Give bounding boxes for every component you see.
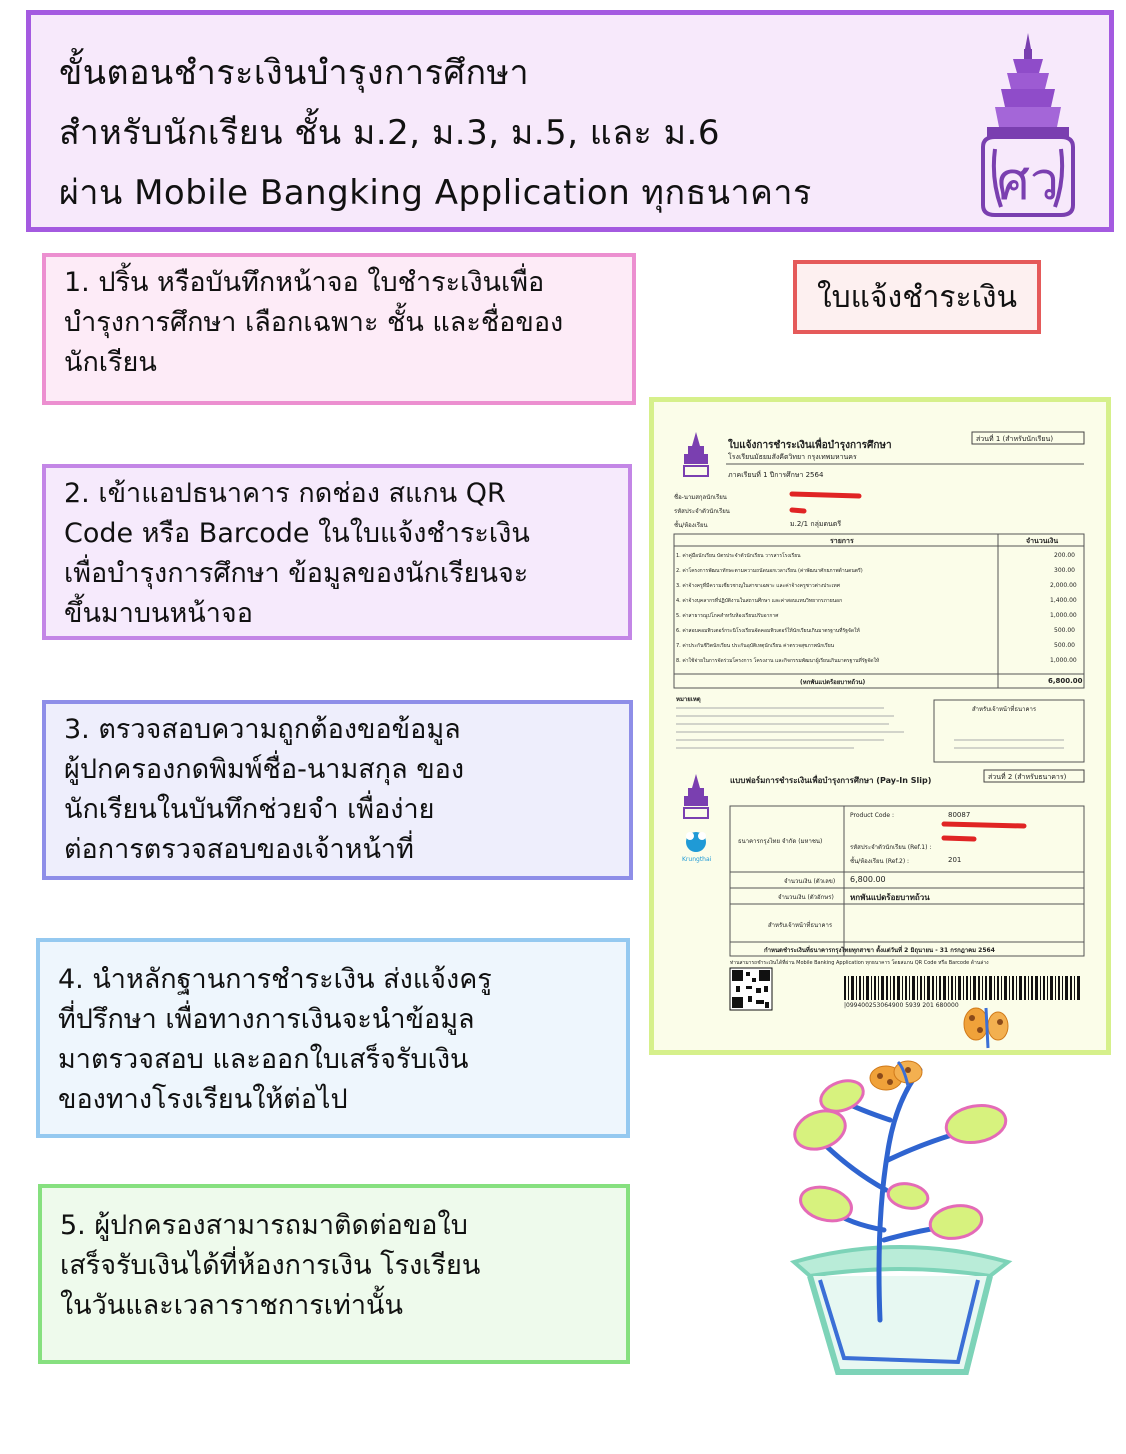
slip-item-label: 1. ค่าคู่มือนักเรียน บัตรประจำตัวนักเรียน วารสารโรงเรียน [676, 553, 801, 559]
step-2-line: Code หรือ Barcode ในใบแจ้งชำระเงิน [64, 518, 530, 549]
step-4-line: 4. นำหลักฐานการชำระเงิน ส่งแจ้งครู [58, 964, 492, 995]
step-1-line: 1. ปริ้น หรือบันทึกหน้าจอ ใบชำระเงินเพื่อ [64, 267, 545, 298]
slip-item-label: 3. ค่าจ้างครูที่มีความเชี่ยวชาญในสาขาเฉพาะ และค่าจ้างครูชาวต่างประเทศ [676, 583, 840, 589]
slip-term: ภาคเรียนที่ 1 ปีการศึกษา 2564 [728, 471, 824, 479]
slip-item-amount: 1,000.00 [1050, 657, 1077, 664]
step-5-line: เสร็จรับเงินได้ที่ห้องการเงิน โรงเรียน [60, 1250, 481, 1281]
step-4-line: ของทางโรงเรียนให้ต่อไป [58, 1084, 348, 1115]
slip-note-title: หมายเหตุ [676, 696, 701, 703]
slip-name-label: ชื่อ-นามสกุลนักเรียน [674, 494, 727, 501]
plant-illustration [780, 1000, 1020, 1380]
slip-product-code: 80087 [948, 811, 971, 819]
slip-total-text: (หกพันแปดร้อยบาทถ้วน) [800, 679, 866, 686]
slip-item-amount: 300.00 [1054, 567, 1075, 574]
payment-slip-label: ใบแจ้งชำระเงิน [793, 260, 1041, 334]
slip-amt-num: 6,800.00 [850, 875, 886, 884]
header-title-line3: ผ่าน Mobile Bangking Application ทุกธนาคาร [59, 173, 812, 213]
slip-item-label: 8. ค่าใช้จ่ายในการจัดร่วมโครงการ โครงงาน และกิจกรรมพัฒนาผู้เรียนเกินมาตรฐานที่รัฐจัดให้ [676, 658, 880, 664]
slip-ref2-label: ชั้น/ห้องเรียน (Ref.2) : [850, 858, 910, 865]
step-1-text [64, 263, 622, 383]
payment-slip-image [649, 397, 1111, 1055]
slip-mobile-note: ท่านสามารถชำระเงินได้ที่ผ่าน Mobile Banking Application ทุกธนาคาร โดยสแกน QR Code หรือ Barcode ด้านล่าง [730, 960, 989, 966]
slip-copy2: ส่วนที่ 2 (สำหรับธนาคาร) [988, 773, 1067, 781]
krungthai-logo-icon [686, 832, 706, 852]
slip-copy1: ส่วนที่ 1 (สำหรับนักเรียน) [976, 435, 1054, 443]
slip-title: ใบแจ้งการชำระเงินเพื่อบำรุงการศึกษา [728, 440, 892, 451]
step-1-line: บำรุงการศึกษา เลือกเฉพาะ ชั้น และชื่อของ [64, 307, 564, 338]
step-4-box [36, 938, 630, 1138]
slip-ref2-value: 201 [948, 856, 962, 864]
slip-school-logo-icon [684, 432, 708, 476]
step-2-text [64, 474, 618, 634]
slip-item-amount: 2,000.00 [1050, 582, 1077, 589]
step-4-line: มาตรวจสอบ และออกใบเสร็จรับเงิน [58, 1044, 469, 1075]
step-3-box [42, 700, 633, 880]
slip-item-amount: 500.00 [1054, 627, 1075, 634]
slip-amt-text: หกพันแปดร้อยบาทถ้วน [850, 893, 930, 902]
header-banner [26, 10, 1114, 232]
slip-item-amount: 500.00 [1054, 642, 1075, 649]
slip-item-label: 7. ค่าประกันชีวิตนักเรียน ประกันอุบัติเหตุนักเรียน ค่าตรวจสุขภาพนักเรียน [676, 643, 835, 649]
slip-item-amount: 1,000.00 [1050, 612, 1077, 619]
emblem-text: ศว [996, 152, 1060, 212]
step-5-box [38, 1184, 630, 1364]
step-3-line: ผู้ปกครองกดพิมพ์ชื่อ-นามสกุล ของ [64, 754, 465, 785]
plant-leaves-icon [789, 1075, 1008, 1242]
slip-amt-text-label: จำนวนเงิน (ตัวอักษร) [778, 894, 834, 901]
slip-total: 6,800.00 [1048, 677, 1083, 685]
slip-item-label: 5. ค่าสาธารณูปโภคสำหรับห้องเรียนปรับอากาศ [676, 613, 779, 619]
school-emblem-icon [973, 29, 1083, 219]
slip-class-label: ชั้น/ห้องเรียน [674, 522, 708, 529]
slip-deadline: กำหนดชำระเงินที่ธนาคารกรุงไทยทุกสาขา ตั้งแต่วันที่ 2 มิถุนายน - 31 กรกฎาคม 2564 [764, 947, 995, 954]
step-1-line: นักเรียน [64, 347, 157, 378]
slip-officer-box-2: สำหรับเจ้าหน้าที่ธนาคาร [768, 922, 833, 929]
slip-id-label: รหัสประจำตัวนักเรียน [674, 508, 730, 515]
slip-barcode-text: |099400253064900 5939 201 680000 [844, 1002, 959, 1009]
slip-bank-logo-text: Krungthai [682, 856, 712, 863]
slip-ref1-label: รหัสประจำตัวนักเรียน (Ref.1) : [850, 844, 932, 851]
step-5-text [60, 1206, 616, 1326]
butterfly-icon [870, 1061, 922, 1090]
slip-school-logo-icon [684, 774, 708, 818]
slip-class-value: ม.2/1 กลุ่มดนตรี [790, 520, 842, 528]
slip-col-item: รายการ [830, 537, 854, 545]
qr-code-icon [730, 968, 772, 1010]
slip-school: โรงเรียนมัธยมสังคีตวิทยา กรุงเทพมหานคร [728, 453, 857, 461]
step-3-text [64, 710, 619, 870]
slip-pay-title: แบบฟอร์มการชำระเงินเพื่อบำรุงการศึกษา (Pay-In Slip) [730, 776, 932, 785]
step-5-line: ในวันและเวลาราชการเท่านั้น [60, 1290, 403, 1321]
step-4-line: ที่ปรึกษา เพื่อทางการเงินจะนำข้อมูล [58, 1004, 475, 1035]
header-title-line2: สำหรับนักเรียน ชั้น ม.2, ม.3, ม.5, และ ม.6 [59, 113, 720, 153]
slip-item-amount: 200.00 [1054, 552, 1075, 559]
slip-item-label: 4. ค่าจ้างบุคลากรที่ปฏิบัติงานในสถานศึกษา และค่าสอบแทนวิทยากรภายนอก [676, 598, 843, 604]
header-title-line1: ขั้นตอนชำระเงินบำรุงการศึกษา [59, 53, 530, 93]
flower-pot-icon [794, 1247, 1008, 1372]
step-3-line: 3. ตรวจสอบความถูกต้องขอข้อมูล [64, 714, 461, 745]
barcode-icon [844, 976, 1080, 1000]
step-4-text [58, 960, 616, 1120]
step-2-line: เพื่อบำรุงการศึกษา ข้อมูลของนักเรียนจะ [64, 558, 529, 589]
step-2-line: ขึ้นมาบนหน้าจอ [64, 598, 253, 629]
slip-bank-name: ธนาคารกรุงไทย จำกัด (มหาชน) [738, 838, 823, 845]
step-3-line: ต่อการตรวจสอบของเจ้าหน้าที่ [64, 834, 414, 865]
step-2-box [42, 464, 632, 640]
step-3-line: นักเรียนในบันทึกช่วยจำ เพื่อง่าย [64, 794, 435, 825]
slip-amt-num-label: จำนวนเงิน (ตัวเลข) [784, 878, 836, 885]
slip-product-label: Product Code : [850, 812, 894, 819]
slip-item-label: 6. ค่าสอบคอมพิวเตอร์กระนิโรงเรียนจัดคอมพิวเตอร์ให้นักเรียนเกินมาตรฐานที่รัฐจัดให้ [676, 628, 860, 634]
step-1-box [42, 253, 636, 405]
slip-officer-box: สำหรับเจ้าหน้าที่ธนาคาร [972, 706, 1037, 713]
slip-item-label: 2. ค่าโครงการพัฒนาทักษะตามความถนัดนอกเวลาเรียน (ค่าพัฒนาศักยภาพด้านดนตรี) [676, 568, 863, 574]
slip-col-amount: จำนวนเงิน [1026, 537, 1059, 545]
step-2-line: 2. เข้าแอปธนาคาร กดช่อง สแกน QR [64, 478, 506, 509]
step-5-line: 5. ผู้ปกครองสามารถมาติดต่อขอใบ [60, 1210, 468, 1241]
slip-item-amount: 1,400.00 [1050, 597, 1077, 604]
